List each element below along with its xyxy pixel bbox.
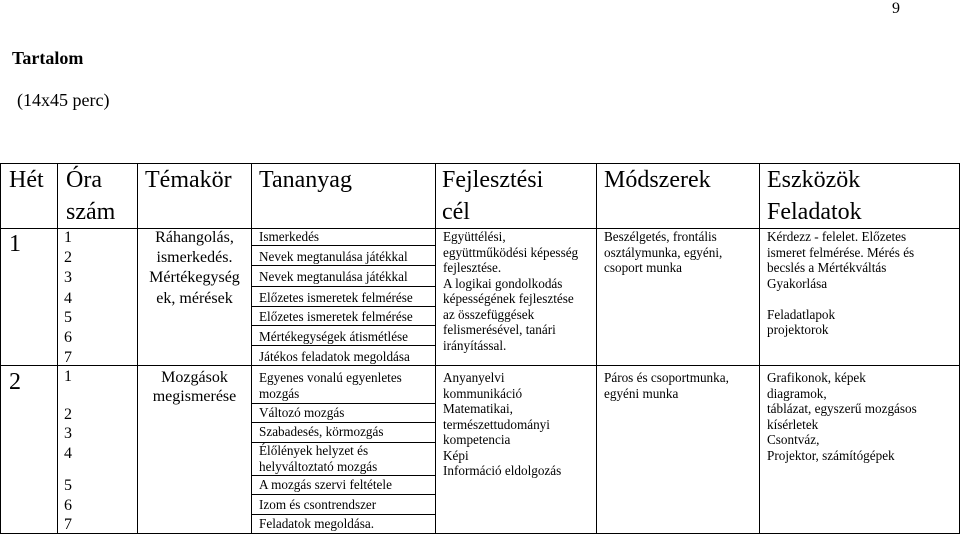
tools-line: diagramok, [767,385,827,401]
col-border [596,163,597,534]
tools-line: ismeret felmérése. Mérés és [767,244,915,260]
header-modszerek: Módszerek [604,167,711,193]
goal-line: Képi [443,447,469,463]
goal-line: fejlesztése. [443,260,502,275]
tools-line: Gyakorlása [767,275,828,291]
tools-line: Projektor, számítógépek [767,447,895,463]
tools-line: Feladatlapok [767,306,836,322]
hour-number: 7 [64,349,72,366]
topic-line: Ráhangolás, [155,229,234,246]
hour-number: 4 [64,290,72,307]
tools-line: Grafikonok, képek [767,370,866,385]
goal-line: irányítással. [443,337,507,353]
method-line: osztálymunka, egyéni, [604,244,723,260]
hour-number: 6 [64,497,72,514]
goal-line: kommunikáció [443,385,523,401]
hour-number: 2 [64,249,72,266]
lesson-title: Nevek megtanulása játékkal [259,249,408,264]
topic-line: ismerkedés. [156,249,233,266]
hour-number: 1 [64,229,72,246]
hour-number: 3 [64,425,72,442]
header-cel: cél [442,199,470,225]
header-feladatok: Feladatok [767,199,862,225]
header-tananyag: Tananyag [259,167,352,193]
week-number: 2 [9,369,21,395]
lesson-title: helyváltoztató mozgás [259,459,378,474]
goal-line: természettudományi [443,416,550,432]
goal-line: A logikai gondolkodás [443,275,563,291]
goal-line: Együttélési, [443,229,506,244]
goal-line: Információ eldolgozás [443,463,562,478]
topic-line: Mértékegység [149,269,240,286]
hour-number: 7 [64,516,72,533]
row-divider [251,475,435,476]
tools-line: Kérdezz - felelet. Előzetes [767,229,907,244]
lesson-title: Előzetes ismeretek felmérése [259,309,413,324]
topic-line: megismerése [152,388,237,405]
row-divider [251,422,435,423]
col-border [435,163,436,534]
method-line: csoport munka [604,260,683,275]
tools-line: kísérletek [767,416,819,432]
lesson-title: Mértékegységek átismétlése [259,329,409,344]
row-divider [251,403,435,404]
goal-line: Anyanyelvi [443,370,505,385]
topic-line: Mozgások [161,369,228,386]
goal-line: képességének fejlesztése [443,291,574,306]
lesson-title: Ismerkedés [259,229,320,244]
hour-number: 2 [64,406,72,423]
hour-number: 4 [64,445,72,462]
header-temakor: Témakör [145,167,232,193]
header-ora-szam: szám [66,199,116,225]
goal-line: az összefüggések [443,306,535,322]
lesson-title: Feladatok megoldása. [259,516,374,531]
hour-number: 5 [64,477,72,494]
col-border [0,163,1,534]
row-divider [251,265,435,266]
row-divider [251,494,435,495]
header-eszkozok: Eszközök [767,167,861,193]
method-line: Beszélgetés, frontális [604,229,717,244]
row-divider [251,286,435,287]
col-border [137,163,138,534]
row-divider [251,514,435,515]
col-border [759,163,760,534]
lesson-title: Előzetes ismeretek felmérése [259,290,413,305]
lesson-title: mozgás [259,386,300,401]
lesson-title: Nevek megtanulása játékkal [259,269,408,284]
lesson-title: A mozgás szervi feltétele [259,477,392,492]
lesson-title: Egyenes vonalú egyenletes [259,370,402,385]
week-number: 1 [9,231,21,257]
header-ora: Óra [66,167,102,193]
page-title: Tartalom [12,48,84,68]
row-divider [251,345,435,346]
header-het: Hét [9,167,44,193]
week-divider [0,365,960,366]
method-line: egyéni munka [604,385,679,401]
table-top-border [0,163,960,164]
goal-line: kompetencia [443,432,511,447]
hour-number: 1 [64,368,72,385]
hour-number: 3 [64,269,72,286]
tools-line: projektorok [767,322,829,337]
page-number: 9 [892,0,900,17]
tools-line: becslés a Mértékváltás [767,260,887,275]
hour-number: 5 [64,309,72,326]
row-divider [251,245,435,246]
row-divider [251,306,435,307]
lesson-title: Szabadesés, körmozgás [259,424,384,439]
lesson-title: Változó mozgás [259,405,345,420]
tools-line: táblázat, egyszerű mozgásos [767,401,917,416]
topic-line: ek, mérések [156,290,233,307]
col-border [251,163,252,534]
hour-number: 6 [64,329,72,346]
lesson-title: Játékos feladatok megoldása [259,349,410,364]
col-border [57,163,58,534]
page-subtitle: (14x45 perc) [17,90,110,110]
tools-line: Csontváz, [767,432,820,447]
header-fejlesztesi: Fejlesztési [442,167,544,193]
lesson-title: Élőlények helyzet és [259,443,369,458]
row-divider [251,325,435,326]
method-line: Páros és csoportmunka, [604,370,729,385]
table-bottom-border [0,533,960,534]
lesson-title: Izom és csontrendszer [259,497,377,512]
goal-line: Matematikai, [443,401,513,416]
goal-line: felismerésével, tanári [443,322,556,337]
goal-line: együttműködési képesség [443,244,579,260]
